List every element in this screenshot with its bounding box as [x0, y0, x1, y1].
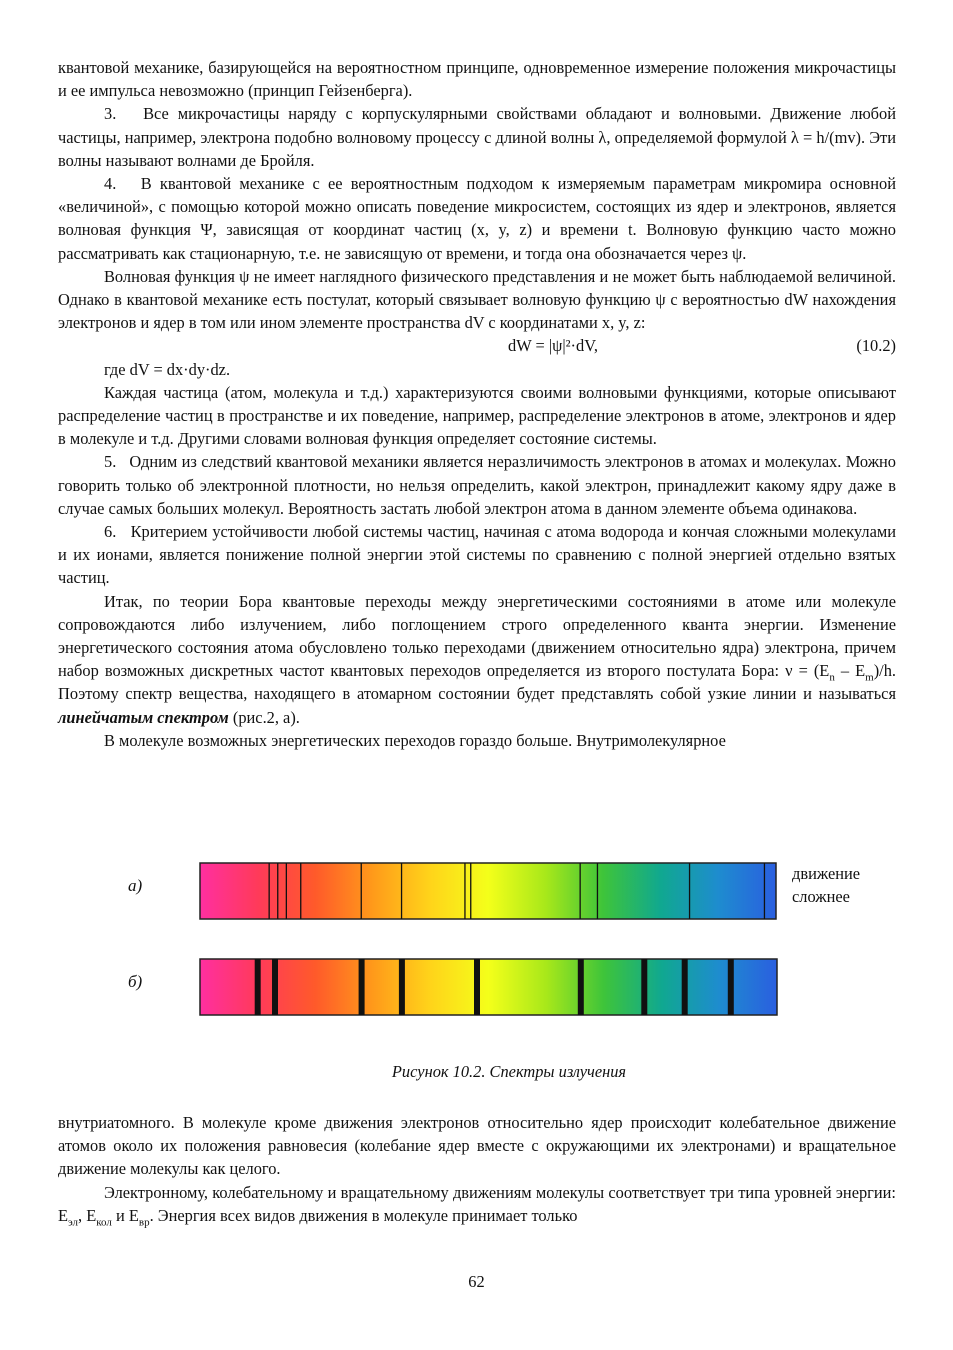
paragraph-6: 6. Критерием устойчивости любой системы частиц, начиная с атома водорода и кончая сложными молекулами и их ионами, является понижение полной энергии этой системы по сравнению с полной энергией отдельно взятых частиц. [58, 522, 896, 588]
paragraph-4: 4. В квантовой механике с ее вероятностным подходом к измеряемым параметрам микромира основной «величиной», с помощью которой можно описать поведение микросистем, состоящих из ядер и электронов, является волновая функция Ψ, зависящая от координат частиц (x, y, z) и времени t. Волновую функцию часто можно рассматривать как стационарную, т.е. не зависящую от времени, и тогда она обозначается через ψ. [58, 174, 896, 263]
spectrum-b-line-7 [641, 959, 647, 1015]
formula-expression: dW = |ψ|²·dV, [508, 336, 599, 356]
spectrum-a-line-5 [361, 863, 362, 919]
bohr-text-3: )/h. Поэтому спектр вещества, находящего в атомарном состоянии будет представлять собой узкие линии и называться [58, 661, 896, 704]
side-text-line-1: движение [792, 864, 861, 883]
paragraph-molecule: В молекуле возможных энергетических переходов гораздо больше. Внутримолекулярное [104, 730, 726, 750]
bohr-text-1: Итак, по теории Бора квантовые переходы между энергетическими состояниями в атоме или молекуле сопровождаются либо излучением, либо поглощением строго определенного кванта энергии. Изменение энергетического состояния атома обусловлено только переходами (движением относительно ядра) электрона, причем набор возможных дискретных частот квантовых переходов определяется из второго постулата Бора: ν = (E [58, 591, 896, 681]
spectrum-a-line-1 [269, 863, 270, 919]
spectrum-b-line-1 [255, 959, 261, 1015]
subscript-el: эл [68, 1216, 79, 1229]
spectrum-a-line-11 [689, 863, 690, 919]
subscript-n: n [829, 671, 835, 684]
side-text-line-2: сложнее [792, 887, 850, 907]
label-spectrum-b: б) [128, 972, 143, 991]
spectrum-a-line-4 [300, 863, 301, 919]
spectrum-b-line-3 [359, 959, 365, 1015]
energy-text-4: . Энергия всех видов движения в молекуле принимает только [149, 1205, 578, 1225]
paragraph-3: 3. Все микрочастицы наряду с корпускулярными свойствами обладают и волновыми. Движение любой частицы, например, электрона подобно волновому процессу с длиной волны λ, определяемой формулой λ = h/(mv). Эти волны называют волнами де Бройля. [58, 104, 896, 170]
paragraph-energy-levels [58, 1181, 896, 1227]
spectrum-a-line-9 [580, 863, 581, 919]
subscript-kol: кол [96, 1216, 112, 1229]
spectrum-b-line-5 [474, 959, 480, 1015]
bohr-text-2: – E [834, 661, 866, 681]
energy-text-2: , E [78, 1205, 97, 1225]
bohr-text-4: (рис.2, а). [228, 707, 300, 727]
side-text [792, 862, 860, 908]
spectrum-a [199, 862, 777, 920]
spectrum-b-line-2 [272, 959, 278, 1015]
paragraph-intro: квантовой механике, базирующейся на вероятностном принципе, одновременное измерение положения микрочастицы и ее импульса невозможно (принцип Гейзенберга). [58, 58, 896, 101]
spectrum-a-line-10 [597, 863, 598, 919]
continued-text [58, 1111, 896, 1227]
page-number: 62 [468, 1272, 485, 1291]
energy-text-3: и E [111, 1205, 139, 1225]
paragraph-intraatomic: внутриатомного. В молекуле кроме движения электронов относительно ядер происходит колебательное движение атомов около их положения равновесия (колебание ядер вместе с окружающими их электронами) и вращательное движение молекулы как целого. [58, 1113, 896, 1179]
spectrum-b-band [200, 959, 777, 1015]
main-text [58, 56, 896, 752]
paragraph-wave-function: Волновая функция ψ не имеет наглядного физического представления и не может быть наблюдаемой величиной. Однако в квантовой механике есть постулат, который связывает волновую функцию ψ с вероятностью dW нахождения электронов и ядер в том или ином элементе пространства dV с координатами x, y, z: [58, 266, 896, 333]
spectrum-a-line-6 [401, 863, 402, 919]
term-line-spectrum: линейчатым спектром [58, 707, 229, 727]
paragraph-where: где dV = dx·dy·dz. [104, 359, 231, 379]
paragraph-bohr [58, 590, 896, 729]
paragraph-each-particle: Каждая частица (атом, молекула и т.д.) характеризуются своими волновыми функциями, которые описывают распределение частиц в пространстве и их поведение, например, распределение электронов в атоме, электронов и ядер в молекуле и т.д. Другими словами волновая функция определяет состояние системы. [58, 382, 896, 449]
spectrum-a-line-2 [277, 863, 278, 919]
spectrum-b-line-6 [578, 959, 584, 1015]
spectrum-b [199, 958, 778, 1016]
formula-number: (10.2) [856, 336, 896, 356]
spectrum-a-line-3 [286, 863, 287, 919]
label-spectrum-a: а) [128, 876, 143, 895]
figure-caption: Рисунок 10.2. Спектры излучения [391, 1062, 627, 1081]
spectrum-b-line-9 [728, 959, 734, 1015]
spectrum-a-line-12 [764, 863, 765, 919]
spectrum-a-line-8 [470, 863, 471, 919]
spectrum-a-line-7 [464, 863, 465, 919]
spectrum-b-line-4 [399, 959, 405, 1015]
subscript-m: m [865, 671, 874, 684]
spectrum-b-line-8 [682, 959, 688, 1015]
subscript-vr: вр [138, 1216, 150, 1229]
energy-text-1: Электронному, колебательному и вращательному движениям молекулы соответствует три типа уровней энергии: E [58, 1182, 896, 1225]
formula-10-2 [58, 334, 896, 357]
paragraph-5: 5. Одним из следствий квантовой механики является неразличимость электронов в атомах и молекулах. Можно говорить только об электронной плотности, но нельзя определить, какой электрон, принадлежит какому ядру даже в случае самых больших молекул. Вероятность застать любой электрон атома в данном элементе объема одинакова. [58, 452, 896, 518]
